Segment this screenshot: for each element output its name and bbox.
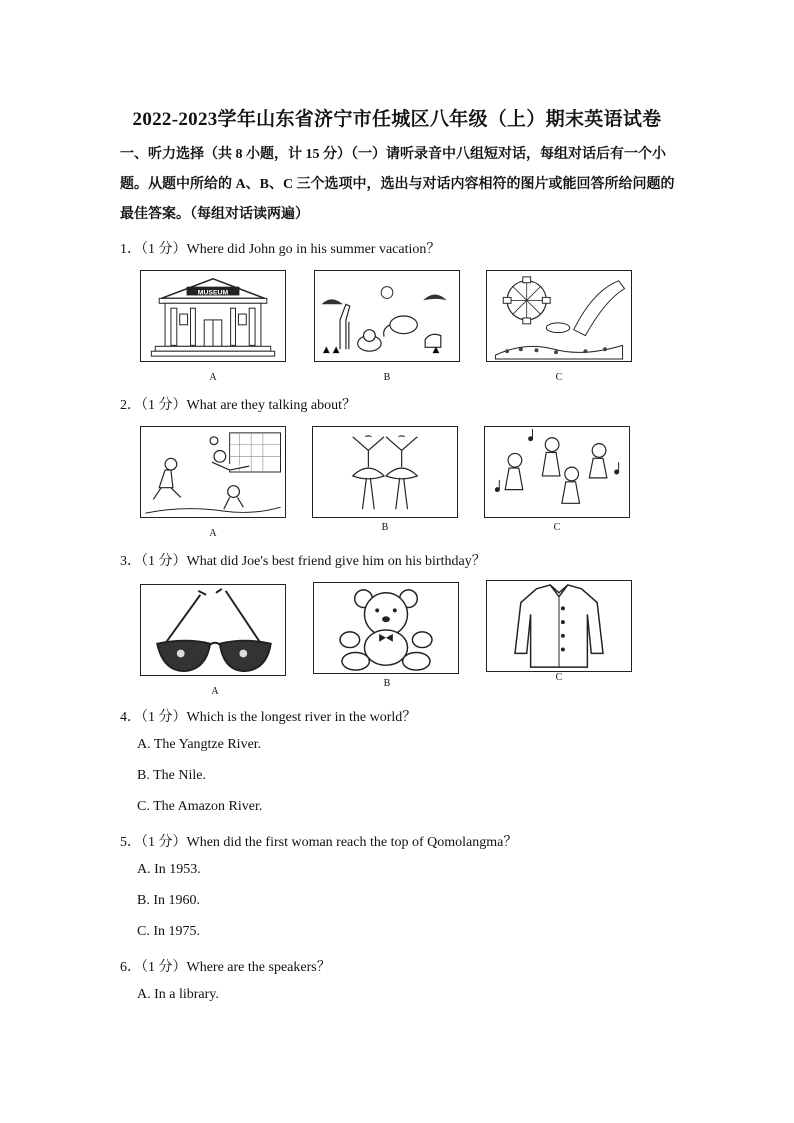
option-c: C. The Amazon River. (137, 799, 263, 814)
sunglasses-image (140, 584, 286, 676)
music-band-icon (485, 427, 629, 517)
page-title: 2022-2023学年山东省济宁市任城区八年级（上）期末英语试卷 (132, 109, 662, 130)
question-3: 3．（1 分）What did Joe's best friend give him on his birthday？ (120, 554, 486, 569)
shirt-icon (487, 581, 631, 671)
ballet-dancers-icon (313, 427, 457, 517)
museum-image (140, 270, 286, 362)
shirt-image (486, 580, 632, 672)
image-caption: C (553, 522, 561, 533)
section-instructions-line-2: 题。从题中所给的 A、B、C 三个选项中，选出与对话内容相符的图片或能回答所给问题的 (120, 177, 675, 192)
image-caption: A (209, 528, 217, 539)
soccer-icon (141, 427, 285, 517)
amusement-park-image (486, 270, 632, 362)
option-c: C. In 1975. (137, 924, 200, 939)
image-caption: C (555, 372, 563, 383)
image-caption: C (555, 672, 563, 683)
zoo-image (314, 270, 460, 362)
option-b: B. The Nile. (137, 768, 206, 783)
sunglasses-icon (141, 585, 285, 675)
image-caption: B (381, 522, 389, 533)
question-1: 1．（1 分）Where did John go in his summer vacation？ (120, 242, 441, 257)
ferris-wheel-icon (487, 271, 631, 361)
soccer-image (140, 426, 286, 518)
museum-icon (141, 271, 285, 361)
image-caption: B (383, 372, 391, 383)
question-6: 6．（1 分）Where are the speakers？ (120, 960, 331, 975)
ballet-image (312, 426, 458, 518)
option-a: A. In a library. (137, 987, 219, 1002)
section-instructions-line-1: 一、听力选择（共 8 小题，计 15 分）（一）请听录音中八组短对话，每组对话后有一个小 (120, 147, 666, 162)
question-4: 4．（1 分）Which is the longest river in the world？ (120, 710, 417, 725)
image-caption: B (383, 678, 391, 689)
image-caption: A (209, 372, 217, 383)
option-a: A. In 1953. (137, 862, 201, 877)
museum-sign-text: MUSEUM (197, 289, 229, 297)
music-band-image (484, 426, 630, 518)
option-b: B. In 1960. (137, 893, 200, 908)
section-instructions-line-3: 最佳答案。（每组对话读两遍） (120, 207, 309, 222)
zoo-icon (315, 271, 459, 361)
teddy-bear-icon (314, 583, 458, 673)
question-5: 5．（1 分）When did the first woman reach the top of Qomolangma？ (120, 835, 518, 850)
teddy-bear-image (313, 582, 459, 674)
option-a: A. The Yangtze River. (137, 737, 262, 752)
question-2: 2．（1 分）What are they talking about？ (120, 398, 356, 413)
image-caption: A (211, 686, 219, 697)
